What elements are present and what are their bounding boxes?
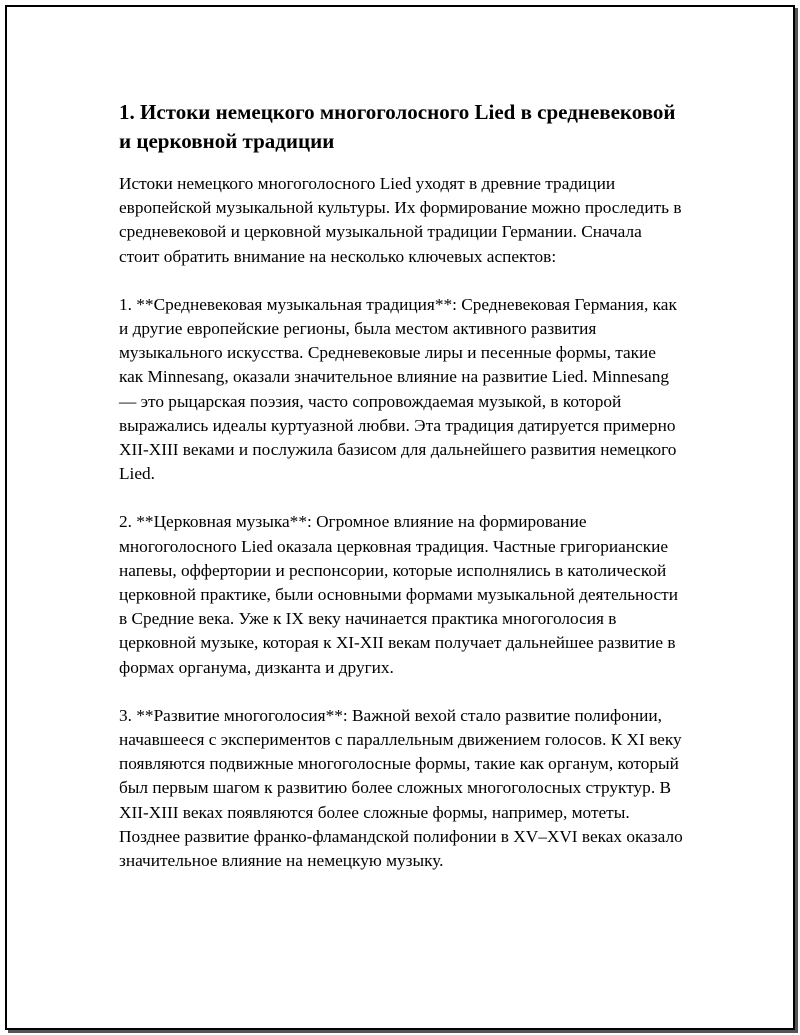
section-heading: 1. Истоки немецкого многоголосного Lied в средневековой и церковной традиции: [119, 100, 676, 153]
page-frame: [5, 5, 795, 1030]
polyphony-development-paragraph: 3. **Развитие многоголосия**: Важной вехой стало развитие полифонии, начавшееся с экспериментов с параллельным движением голосов. К XI веку появляются подвижные многоголосные формы, такие как органум, который был первым шагом к развитию более сложных многоголосных структур. В XII-XIII веках появляются более сложные формы, например, мотеты. Позднее развитие франко-фламандской полифонии в XV–XVI веках оказало значительное влияние на немецкую музыку.: [119, 705, 683, 871]
intro-paragraph: Истоки немецкого многоголосного Lied уходят в древние традиции европейской музыкальной культуры. Их формирование можно проследить в средневековой и церковной музыкальной традиции Германии. Сначала стоит обратить внимание на несколько ключевых аспектов:: [119, 174, 682, 266]
church-music-paragraph: 2. **Церковная музыка**: Огромное влияние на формирование многоголосного Lied оказала церковная традиция. Частные григорианские напевы, оффертории и респонсории, которые исполнялись в католической церковной практике, были основными формами музыкальной деятельности в Средние века. Уже к IX веку начинается практика многоголосия в церковной музыке, которая к XI-XII векам получает дальнейшее развитие в формах органума, дизканта и других.: [119, 512, 678, 677]
medieval-tradition-paragraph: 1. **Средневековая музыкальная традиция**: Средневековая Германия, как и другие европейские регионы, была местом активного развития музыкального искусства. Средневековые лиры и песенные формы, такие как Minnesang, оказали значительное влияние на развитие Lied. Minnesang — это рыцарская поэзия, часто сопровождаемая музыкой, в которой выражались идеалы куртуазной любви. Эта традиция датируется примерно XII-XIII веками и послужила базисом для дальнейшего развития немецкого Lied.: [119, 294, 677, 484]
document-body: [119, 98, 684, 897]
